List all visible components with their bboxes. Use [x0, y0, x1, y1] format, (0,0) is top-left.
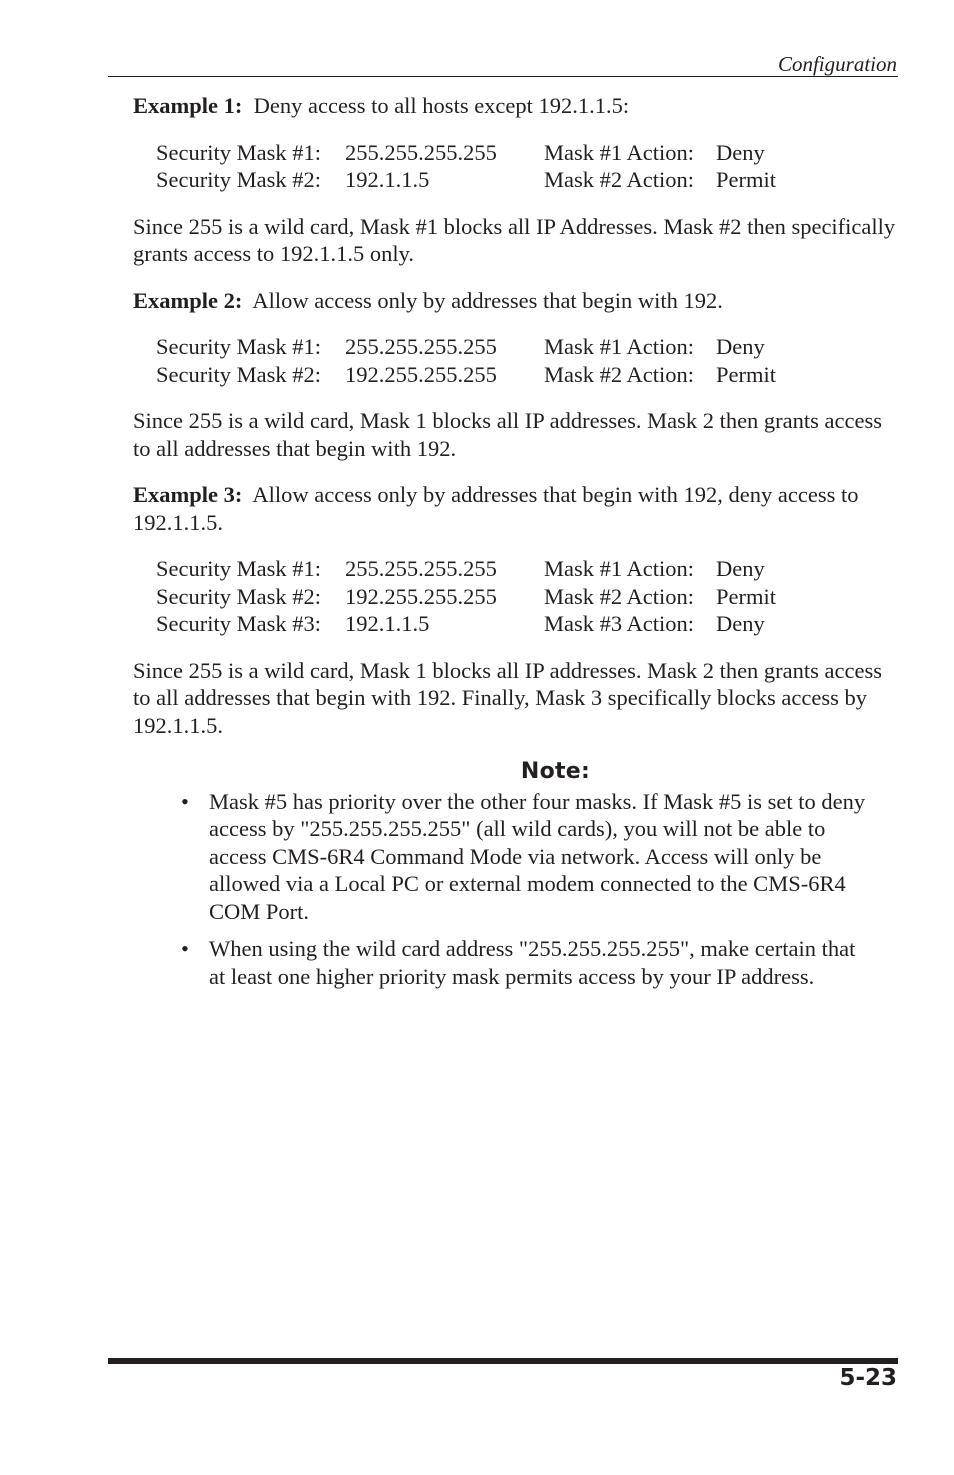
list-item: [181, 788, 871, 926]
mask-action-label: Mask #1 Action:: [544, 334, 694, 359]
mask-action: Deny: [716, 139, 765, 165]
note-item-text: Mask #5 has priority over the other four masks. If Mask #5 is set to deny access by "255.255.255.255" (all wild cards), you will not be able to access CMS-6R4 Command Mode via network. Access will only be allowed via a Local PC or external modem connected to the CMS-6R4 COM Port.: [209, 788, 866, 924]
example-3-label: Example 3:: [133, 482, 243, 507]
example-2-label: Example 2:: [133, 287, 243, 313]
mask-action: Deny: [716, 556, 765, 581]
example-1-heading: [133, 92, 898, 120]
mask-action-label: Mask #3 Action:: [544, 611, 694, 636]
bullet-icon: •: [181, 788, 189, 814]
mask-action-label: Mask #2 Action:: [544, 361, 694, 387]
mask-name: Security Mask #2:: [156, 583, 321, 609]
mask-name: Security Mask #1:: [156, 334, 321, 359]
table-row: [156, 333, 776, 361]
example-1-description: Deny access to all hosts except 192.1.1.5:: [253, 93, 630, 118]
example-3-heading: [133, 481, 898, 536]
mask-address: 192.1.1.5: [345, 611, 430, 636]
mask-address: 192.255.255.255: [345, 361, 497, 387]
mask-action: Permit: [716, 583, 776, 609]
mask-address: 192.255.255.255: [345, 583, 497, 609]
bullet-icon: •: [181, 936, 189, 961]
table-row: [156, 555, 776, 583]
footer-rule: [108, 1358, 898, 1364]
table-row: [156, 166, 776, 194]
header-rule: [108, 76, 898, 77]
mask-name: Security Mask #2:: [156, 167, 321, 192]
table-row: [156, 610, 776, 638]
mask-name: Security Mask #3:: [156, 611, 321, 636]
mask-name: Security Mask #1:: [156, 556, 321, 581]
list-item: [181, 935, 871, 990]
example-3-mask-table: [156, 555, 776, 638]
example-1-label: Example 1:: [133, 93, 243, 118]
example-2-heading: [133, 287, 898, 315]
example-2-description: Allow access only by addresses that begin with 192.: [252, 287, 723, 313]
example-1-explanation: Since 255 is a wild card, Mask #1 blocks all IP Addresses. Mask #2 then specifically grants access to 192.1.1.5 only.: [133, 213, 896, 266]
mask-action: Deny: [716, 334, 765, 359]
mask-action-label: Mask #2 Action:: [544, 583, 694, 609]
mask-address: 255.255.255.255: [345, 334, 497, 359]
mask-action: Permit: [716, 361, 776, 387]
mask-action-label: Mask #1 Action:: [544, 556, 694, 581]
note-item-text: When using the wild card address "255.255.255.255", make certain that at least one higher priority mask permits access by your IP address.: [209, 936, 856, 989]
mask-action-label: Mask #1 Action:: [544, 139, 694, 165]
table-row: [156, 361, 776, 389]
example-3-explanation: Since 255 is a wild card, Mask 1 blocks all IP addresses. Mask 2 then grants access to all addresses that begin with 192. Finally, Mask 3 specifically blocks access by 192.1.1.5.: [133, 657, 883, 738]
page-number: 5-23: [839, 1365, 897, 1391]
mask-address: 255.255.255.255: [345, 139, 497, 165]
note-list: [133, 788, 871, 991]
mask-address: 192.1.1.5: [345, 167, 430, 192]
mask-name: Security Mask #1:: [156, 139, 321, 165]
page-content: [133, 92, 898, 1000]
example-1-mask-table: [156, 139, 776, 194]
note-title: Note:: [520, 759, 591, 784]
mask-action: Permit: [716, 167, 776, 192]
running-header-section: Configuration: [777, 52, 897, 76]
mask-action-label: Mask #2 Action:: [544, 167, 694, 192]
mask-action: Deny: [716, 611, 765, 636]
table-row: [156, 583, 776, 611]
example-3-description: Allow access only by addresses that begin with 192, deny access to 192.1.1.5.: [133, 482, 859, 535]
example-2-explanation: Since 255 is a wild card, Mask 1 blocks all IP addresses. Mask 2 then grants access to all addresses that begin with 192.: [133, 408, 883, 461]
mask-name: Security Mask #2:: [156, 361, 321, 387]
mask-address: 255.255.255.255: [345, 556, 497, 581]
table-row: [156, 139, 776, 167]
example-2-mask-table: [156, 333, 776, 388]
